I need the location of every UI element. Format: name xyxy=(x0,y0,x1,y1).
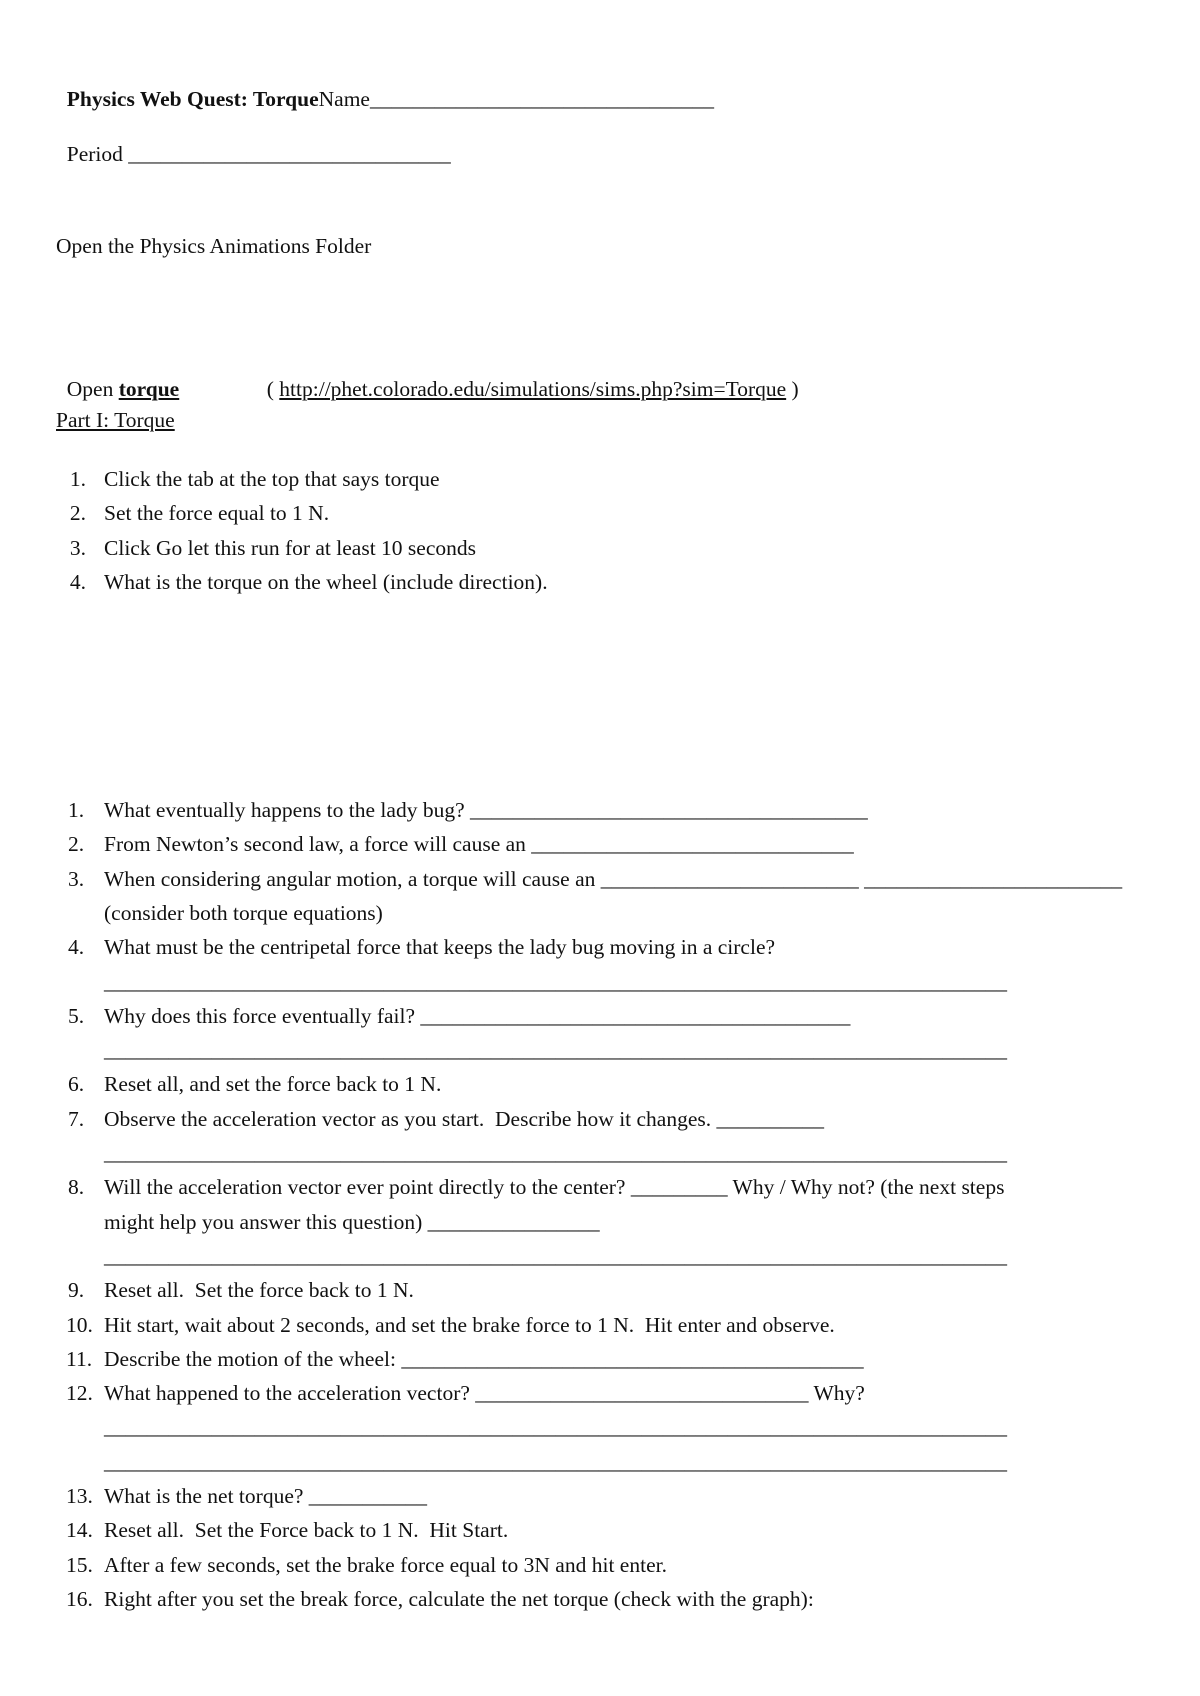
period-blank[interactable]: ______________________________ xyxy=(128,142,451,166)
part1-heading: Part I: Torque xyxy=(56,408,175,432)
part1-step-number: 2. xyxy=(69,501,86,526)
question-text: Describe the motion of the wheel: ___________________________________________ xyxy=(104,1346,864,1371)
part1-step-text: Click Go let this run for at least 10 seconds xyxy=(104,535,476,560)
part1-step-text: Click the tab at the top that says torque xyxy=(104,467,440,491)
question-number: 14. xyxy=(66,1518,93,1543)
open-label: Open xyxy=(66,377,114,401)
name-blank[interactable]: ________________________________ xyxy=(369,87,714,111)
part1-step-text: What is the torque on the wheel (include direction). xyxy=(104,569,548,594)
answer-blank-line[interactable]: ____________________________________________________________________________________ xyxy=(104,1038,1007,1063)
title-line xyxy=(56,60,714,112)
question-text: Why does this force eventually fail? ________________________________________ xyxy=(104,1003,851,1028)
answer-blank-line[interactable]: ____________________________________________________________________________________ xyxy=(104,1449,1007,1474)
url-line xyxy=(256,350,799,402)
question-text: From Newton’s second law, a force will cause an ______________________________ xyxy=(104,832,854,857)
question-number: 2. xyxy=(68,832,85,857)
period-line xyxy=(56,115,451,167)
question-number: 1. xyxy=(68,798,85,822)
question-text: Will the acceleration vector ever point directly to the center? _________ Why / Why not? (the next steps xyxy=(104,1175,1005,1200)
question-number: 16. xyxy=(66,1586,93,1611)
sim-url-link[interactable]: http://phet.colorado.edu/simulations/sims.php?sim=Torque xyxy=(279,377,787,401)
question-text: Reset all. Set the Force back to 1 N. Hit Start. xyxy=(104,1518,509,1543)
question-number: 3. xyxy=(68,866,85,891)
answer-blank-line[interactable]: ____________________________________________________________________________________ xyxy=(104,969,1007,994)
question-number: 15. xyxy=(66,1552,93,1577)
question-number: 9. xyxy=(68,1278,85,1303)
question-number: 11. xyxy=(66,1346,93,1371)
question-text: Observe the acceleration vector as you start. Describe how it changes. __________ xyxy=(104,1106,825,1131)
answer-blank-line[interactable]: ____________________________________________________________________________________ xyxy=(104,1415,1007,1440)
url-paren-close: ) xyxy=(791,377,799,401)
part1-step-text: Set the force equal to 1 N. xyxy=(104,501,330,526)
question-text: When considering angular motion, a torque will cause an ________________________ ________________________ xyxy=(104,866,1123,891)
question-number: 12. xyxy=(66,1381,93,1406)
question-number: 6. xyxy=(68,1072,85,1097)
question-text: might help you answer this question) ________________ xyxy=(104,1209,600,1234)
question-text: After a few seconds, set the brake force equal to 3N and hit enter. xyxy=(104,1552,667,1577)
part1-step-number: 3. xyxy=(69,535,86,560)
question-number: 5. xyxy=(68,1003,85,1028)
question-number: 13. xyxy=(66,1484,93,1508)
url-paren-open: ( xyxy=(266,377,274,401)
question-number: 8. xyxy=(68,1175,85,1200)
name-label: Name xyxy=(318,87,370,111)
question-text: Right after you set the break force, calculate the net torque (check with the graph): xyxy=(104,1586,814,1611)
question-number: 7. xyxy=(68,1106,85,1131)
question-text: Hit start, wait about 2 seconds, and set the brake force to 1 N. Hit enter and observe. xyxy=(104,1312,835,1337)
question-text: What eventually happens to the lady bug? _____________________________________ xyxy=(104,798,868,822)
question-text: (consider both torque equations) xyxy=(104,900,383,925)
folder-instruction: Open the Physics Animations Folder xyxy=(56,234,372,258)
answer-blank-line[interactable]: ____________________________________________________________________________________ xyxy=(104,1141,1007,1165)
torque-link[interactable]: torque xyxy=(118,377,180,401)
part1-step-number: 1. xyxy=(69,467,86,491)
question-text: What is the net torque? ___________ xyxy=(104,1484,428,1508)
page-title: Physics Web Quest: Torque xyxy=(66,87,319,111)
question-number: 4. xyxy=(68,935,85,960)
question-text: Reset all, and set the force back to 1 N. xyxy=(104,1072,442,1097)
part1-step-number: 4. xyxy=(69,569,86,594)
question-number: 10. xyxy=(66,1312,93,1337)
open-line xyxy=(56,350,179,402)
answer-blank-line[interactable]: ____________________________________________________________________________________ xyxy=(104,1243,1007,1268)
period-label: Period xyxy=(66,142,123,166)
question-text: What happened to the acceleration vector? _______________________________ Why? xyxy=(104,1381,865,1406)
question-text: What must be the centripetal force that keeps the lady bug moving in a circle? xyxy=(104,935,776,960)
question-text: Reset all. Set the force back to 1 N. xyxy=(104,1278,414,1303)
